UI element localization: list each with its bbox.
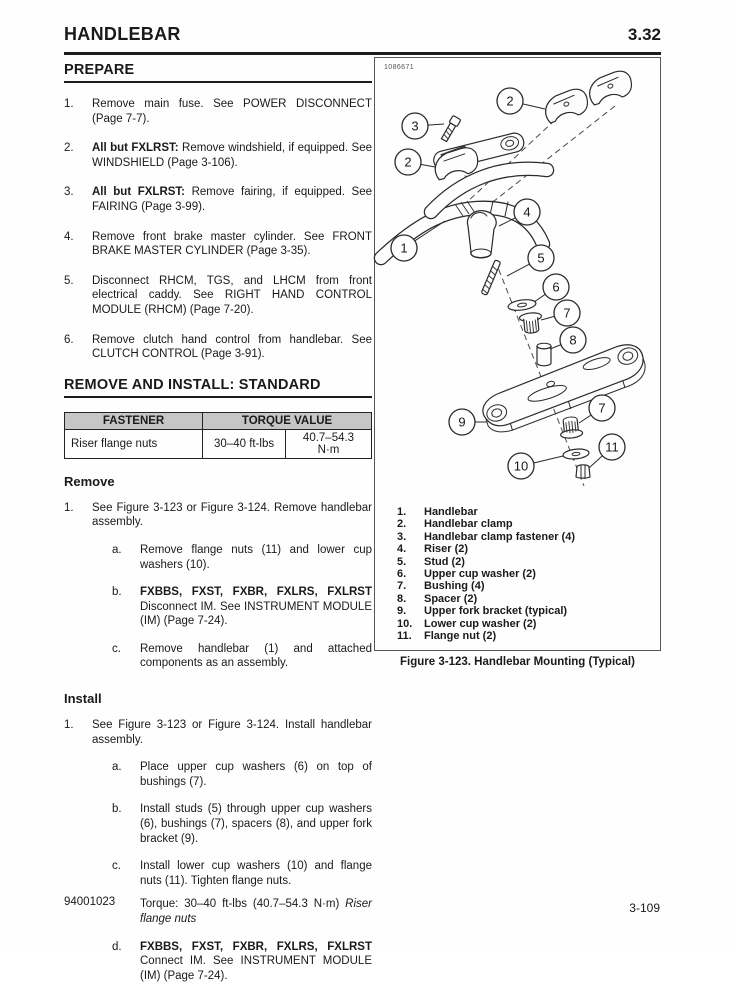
- svg-text:2: 2: [506, 93, 514, 109]
- prepare-step-3: [64, 185, 372, 214]
- table-cell-nm: 40.7–54.3 N·m: [286, 429, 372, 458]
- legend-label: Handlebar clamp fastener (4): [424, 530, 575, 543]
- step-text: [92, 333, 372, 362]
- torque-table: [64, 412, 372, 459]
- install-heading: Install: [64, 691, 102, 707]
- footer-part-number: 94001023: [64, 896, 116, 908]
- install-substep-b: [112, 802, 372, 846]
- svg-text:9: 9: [458, 414, 466, 430]
- substep-letter: c.: [112, 642, 121, 655]
- substep-lead: FXBBS, FXST, FXBR, FXLRS, FXLRST: [140, 940, 372, 953]
- step-text: [92, 230, 372, 259]
- substep-body: Install lower cup washers (10) and flange nuts (11). Tighten flange nuts.: [140, 860, 372, 887]
- substep-text: [140, 940, 372, 983]
- legend-number: 2.: [397, 518, 407, 531]
- step-number: 1.: [64, 719, 74, 732]
- torque-note-italic: Riser flange nuts: [140, 898, 372, 925]
- callout-2: [395, 149, 435, 175]
- legend-label: Handlebar clamp: [424, 518, 513, 531]
- step-lead: All but FXLRST:: [92, 186, 186, 199]
- remove-heading: Remove: [64, 473, 115, 489]
- handlebar-clamp-drawing: [541, 86, 591, 124]
- remove-step-1: [64, 501, 372, 530]
- legend-item-6: [397, 568, 656, 580]
- svg-text:6: 6: [552, 279, 560, 295]
- legend-label: Upper cup washer (2): [424, 568, 536, 581]
- prepare-step-5: [64, 274, 372, 318]
- legend-label: Upper fork bracket (typical): [424, 605, 568, 618]
- legend-number: 9.: [397, 605, 407, 618]
- step-number: 1.: [64, 501, 74, 514]
- step-text: See Figure 3-123 or Figure 3-124. Install handlebar assembly.: [92, 719, 372, 746]
- legend-label: Spacer (2): [424, 592, 478, 605]
- install-substep-c: [112, 859, 372, 888]
- substep-body: Install studs (5) through upper cup washers (6), bushings (7), spacers (8), and upper fork bracket (9).: [140, 803, 372, 845]
- callout-9: [449, 409, 487, 435]
- install-step-1: [64, 718, 372, 747]
- legend-number: 5.: [397, 555, 407, 568]
- section-number: 3.32: [627, 25, 661, 44]
- step-body: Remove clutch hand control from handlebar. See CLUTCH CONTROL (Page 3-91).: [92, 333, 372, 361]
- callout-11: [589, 434, 625, 468]
- torque-note-text: Torque: 30–40 ft-lbs (40.7–54.3 N·m): [140, 898, 346, 911]
- legend-item-7: [397, 580, 656, 592]
- legend-item-5: [397, 556, 656, 568]
- figure-caption: Figure 3-123. Handlebar Mounting (Typical): [400, 656, 635, 668]
- legend-number: 8.: [397, 592, 407, 605]
- substep-letter: d.: [112, 940, 122, 953]
- legend-item-4: [397, 543, 656, 555]
- callout-7: [541, 300, 580, 326]
- legend-item-3: [397, 531, 656, 543]
- spacer-drawing: [537, 343, 551, 366]
- install-substep-d: [112, 940, 372, 983]
- legend-number: 10.: [397, 617, 413, 630]
- svg-text:1: 1: [400, 240, 408, 256]
- upper-cup-washer-drawing: [507, 298, 536, 312]
- legend-number: 4.: [397, 543, 407, 556]
- step-number: 4.: [64, 230, 74, 243]
- legend-label: Handlebar: [424, 506, 478, 518]
- legend-number: 6.: [397, 568, 407, 581]
- step-body: Remove fairing, if equipped. See FAIRING (Page 3-99).: [92, 186, 372, 213]
- step-body: Disconnect RHCM, TGS, and LHCM from front electrical caddy. See RIGHT HAND CONTROL MODULE (RHCM) (Page 7-20).: [92, 274, 372, 316]
- page-title: HANDLEBAR: [64, 24, 181, 44]
- substep-text: [140, 802, 372, 846]
- step-number: 5.: [64, 274, 74, 287]
- step-body: Remove main fuse. See POWER DISCONNECT (Page 7-7).: [92, 98, 372, 125]
- callout-2: [497, 88, 545, 114]
- text-column: [64, 62, 372, 983]
- lower-bushing-drawing: [559, 416, 583, 439]
- step-body: Remove front brake master cylinder. See FRONT BRAKE MASTER CYLINDER (Page 3-35).: [92, 230, 372, 258]
- handlebar-clamp-drawing: [585, 68, 635, 106]
- substep-lead: FXBBS, FXST, FXBR, FXLRS, FXLRST: [140, 586, 372, 599]
- substep-text: [140, 585, 372, 629]
- callout-6: [534, 274, 569, 302]
- svg-text:10: 10: [513, 458, 529, 474]
- substep-letter: b.: [112, 803, 122, 816]
- step-text: [92, 185, 372, 214]
- handlebar-mounting-illustration: [375, 58, 659, 501]
- legend-label: Stud (2): [424, 555, 465, 568]
- svg-text:3: 3: [411, 118, 419, 134]
- remove-substep-c: [112, 642, 372, 671]
- svg-text:7: 7: [598, 400, 606, 416]
- clamp-fastener-drawing: [440, 115, 461, 142]
- prepare-step-6: [64, 333, 372, 362]
- step-number: 2.: [64, 142, 74, 155]
- substep-body: Place upper cup washers (6) on top of bushings (7).: [140, 761, 372, 788]
- stud-drawing: [481, 260, 501, 295]
- callout-3: [402, 113, 444, 139]
- lower-cup-washer-drawing: [563, 448, 590, 460]
- step-text: [92, 141, 372, 170]
- legend-item-8: [397, 593, 656, 605]
- substep-body: Connect IM. See INSTRUMENT MODULE (IM) (Page 7-24).: [140, 955, 372, 982]
- legend-number: 11.: [397, 630, 412, 643]
- substep-text: [140, 642, 372, 671]
- substep-body: Remove handlebar (1) and attached components as an assembly.: [140, 642, 372, 670]
- step-text: [92, 274, 372, 318]
- legend-item-11: [397, 630, 656, 642]
- substep-letter: a.: [112, 543, 122, 556]
- prepare-step-2: [64, 141, 372, 170]
- table-header-fastener: FASTENER: [65, 412, 203, 429]
- substep-letter: b.: [112, 586, 122, 599]
- remove-install-heading: REMOVE AND INSTALL: STANDARD: [64, 377, 372, 398]
- svg-text:5: 5: [537, 250, 545, 266]
- step-lead: All but FXLRST:: [92, 142, 179, 155]
- legend-label: Bushing (4): [424, 580, 485, 593]
- svg-text:11: 11: [605, 439, 619, 455]
- callout-8: [550, 327, 586, 353]
- figure-legend: [397, 506, 656, 642]
- svg-text:7: 7: [563, 305, 571, 321]
- riser-drawing: [467, 211, 496, 258]
- prepare-heading: PREPARE: [64, 62, 372, 83]
- table-cell-fastener: Riser flange nuts: [65, 429, 203, 458]
- legend-label: Flange nut (2): [424, 630, 497, 643]
- legend-number: 3.: [397, 530, 407, 543]
- substep-text: [140, 543, 372, 572]
- legend-number: 1.: [397, 506, 407, 518]
- substep-body: Disconnect IM. See INSTRUMENT MODULE (IM) (Page 7-24).: [140, 600, 372, 628]
- header-rule: [64, 52, 661, 55]
- prepare-step-1: [64, 97, 372, 126]
- figure-image-id: 1086671: [384, 64, 415, 71]
- substep-text: [140, 859, 372, 888]
- svg-text:4: 4: [523, 204, 531, 220]
- figure-box: [374, 57, 661, 651]
- legend-number: 7.: [397, 580, 407, 593]
- step-body: Remove windshield, if equipped. See WINDSHIELD (Page 3-106).: [92, 142, 372, 169]
- substep-text: [140, 760, 372, 789]
- legend-item-10: [397, 618, 656, 630]
- table-row: [65, 429, 372, 458]
- prepare-step-4: [64, 230, 372, 259]
- legend-label: Lower cup washer (2): [424, 617, 537, 630]
- flange-nut-drawing: [576, 465, 590, 479]
- install-substep-a: [112, 760, 372, 789]
- step-number: 3.: [64, 186, 74, 199]
- step-text: See Figure 3-123 or Figure 3-124. Remove handlebar assembly.: [92, 501, 372, 529]
- legend-item-1: [397, 506, 656, 518]
- substep-body: Remove flange nuts (11) and lower cup washers (10).: [140, 543, 372, 571]
- legend-item-9: [397, 605, 656, 617]
- callout-5: [507, 245, 554, 276]
- substep-letter: a.: [112, 761, 122, 774]
- legend-item-2: [397, 518, 656, 530]
- legend-label: Riser (2): [424, 543, 469, 556]
- substep-letter: c.: [112, 860, 121, 873]
- svg-text:8: 8: [569, 332, 577, 348]
- step-number: 6.: [64, 333, 74, 346]
- step-text: [92, 97, 372, 126]
- remove-substep-b: [112, 585, 372, 629]
- footer-page-number: 3-109: [629, 901, 660, 915]
- table-header-torque-value: TORQUE VALUE: [203, 412, 372, 429]
- svg-text:2: 2: [404, 154, 412, 170]
- callout-7: [579, 395, 615, 423]
- table-cell-ftlbs: 30–40 ft-lbs: [203, 429, 286, 458]
- step-number: 1.: [64, 98, 74, 110]
- torque-note: [140, 897, 372, 926]
- remove-substep-a: [112, 543, 372, 572]
- callout-10: [508, 453, 563, 479]
